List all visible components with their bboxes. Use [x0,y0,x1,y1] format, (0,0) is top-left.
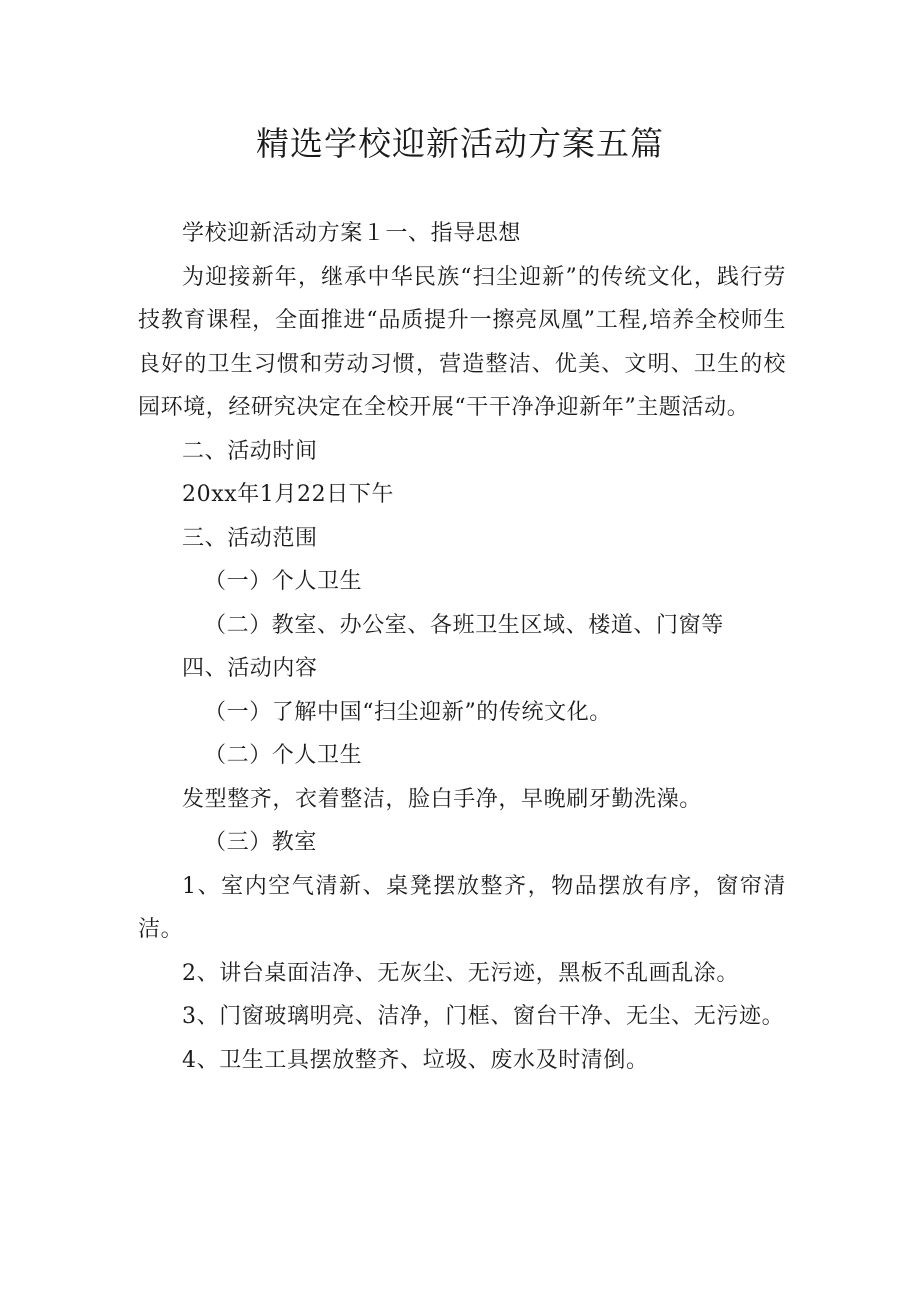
section-heading-activity-content: 四、活动内容 [182,656,318,681]
section-heading-activity-time: 二、活动时间 [182,438,318,464]
paragraph-guiding-thought: 为迎接新年，继承中华民族“扫尘迎新”的传统文化，践行劳技教育课程，全面推进“品质提升一擦亮凤凰”工程,培养全校师生良好的卫生习惯和劳动习惯，营造整洁、优美、文明、卫生的校园环境，经研究决定在全校开展“干干净净迎新年”主题活动。 [138,264,786,420]
classroom-rule-3: 3、门窗玻璃明亮、洁净，门框、窗台干净、无尘、无污迹。 [182,1004,785,1029]
paragraph-personal-hygiene-detail: 发型整齐，衣着整洁，脸白手净，早晚刷牙勤洗澡。 [182,786,702,812]
scope-item-classrooms: （二）教室、办公室、各班卫生区域、楼道、门窗等 [204,612,724,638]
content-item-tradition: （一）了解中国“扫尘迎新”的传统文化。 [204,699,612,725]
classroom-rule-1: 1、室内空气清新、桌凳摆放整齐，物品摆放有序，窗帘清洁。 [138,873,786,942]
document-body [138,212,786,1082]
paragraph-activity-date: 20xx年1月22日下午 [182,482,395,507]
content-item-personal-hygiene: （二）个人卫生 [204,743,363,768]
section-heading-activity-scope: 三、活动范围 [182,525,318,551]
classroom-rule-2: 2、讲台桌面洁净、无灰尘、无污迹，黑板不乱画乱涂。 [182,960,739,986]
content-item-classroom: （三）教室 [204,830,318,855]
scope-item-personal-hygiene: （一）个人卫生 [204,569,363,594]
document-title: 精选学校迎新活动方案五篇 [256,124,664,163]
classroom-rule-4: 4、卫生工具摆放整齐、垃圾、废水及时清倒。 [182,1047,649,1073]
paragraph-plan-heading: 学校迎新活动方案１一、指导思想 [182,221,522,246]
